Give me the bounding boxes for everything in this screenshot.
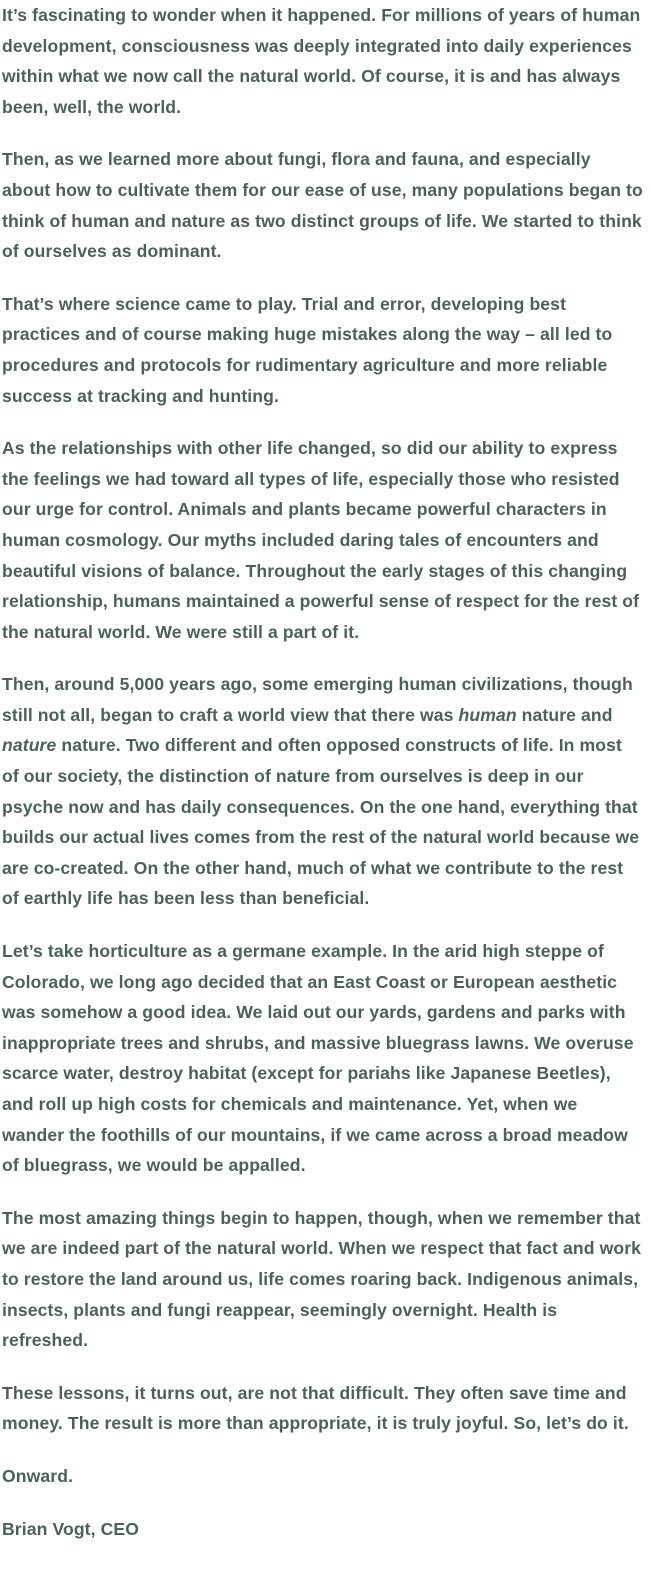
text-run: That’s where science came to play. Trial and error, developing best practices and of course making huge mistakes along the way – all led to procedures and protocols for rudimentary agriculture and more reliable success at tracking and hunting. [2, 293, 613, 406]
paragraph [2, 936, 643, 1181]
text-run: nature. Two different and often opposed constructs of life. In most of our society, the distinction of nature from ourselves is deep in our psyche now and has daily consequences. On the one hand, everything that builds our actual lives comes from the rest of the natural world because we are co-created. On the other hand, much of what we contribute to the rest of earthly life has been less than beneficial. [2, 735, 640, 909]
text-run: Brian Vogt, CEO [2, 1518, 140, 1539]
text-run: The most amazing things begin to happen, though, when we remember that we are indeed part of the natural world. When we respect that fact and work to restore the land around us, life comes roaring back. Indigenous animals, insects, plants and fungi reappear, seemingly overnight. Health is refreshed. [2, 1207, 642, 1351]
text-run: Then, as we learned more about fungi, flora and fauna, and especially about how to cultivate them for our ease of use, many populations began to think of human and nature as two distinct groups of life. We started to think of ourselves as dominant. [2, 149, 643, 262]
text-run: These lessons, it turns out, are not that difficult. They often save time and money. The result is more than appropriate, it is truly joyful. So, let’s do it. [2, 1382, 629, 1434]
emphasis-text: human [458, 704, 517, 725]
paragraph [2, 1203, 643, 1356]
paragraph [2, 144, 643, 266]
text-run: Then, around 5,000 years ago, some emerging human civilizations, though still not all, began to craft a world view that there was [2, 674, 633, 725]
paragraph [2, 669, 643, 914]
paragraph [2, 433, 643, 647]
paragraph [2, 1378, 643, 1439]
text-run: It’s fascinating to wonder when it happened. For millions of years of human development, consciousness was deeply integrated into daily experiences within what we now call the natural world. Of course, it is and has always been, well, the world. [2, 5, 641, 117]
emphasis-text: nature [2, 735, 57, 756]
text-run: Let’s take horticulture as a germane example. In the arid high steppe of Colorado, we long ago decided that an East Coast or European aesthetic was somehow a good idea. We laid out our yards, gardens and parks with inappropriate trees and shrubs, and massive bluegrass lawns. We overuse scarce water, destroy habitat (except for pariahs like Japanese Beetles), and roll up high costs for chemicals and maintenance. Yet, when we wander the foothills of our mountains, if we came across a broad meadow of bluegrass, we would be appalled. [2, 941, 634, 1176]
text-run: Onward. [2, 1465, 74, 1486]
paragraph [2, 0, 643, 122]
paragraph [2, 1461, 643, 1492]
paragraph [2, 289, 643, 411]
text-run: nature and [516, 704, 613, 725]
text-run: As the relationships with other life changed, so did our ability to express the feelings we had toward all types of life, especially those who resisted our urge for control. Animals and plants became powerful characters in human cosmology. Our myths included daring tales of encounters and beautiful visions of balance. Throughout the early stages of this changing relationship, humans maintained a powerful sense of respect for the rest of the natural world. We were still a part of it. [2, 438, 640, 642]
signature-line [2, 1514, 643, 1545]
